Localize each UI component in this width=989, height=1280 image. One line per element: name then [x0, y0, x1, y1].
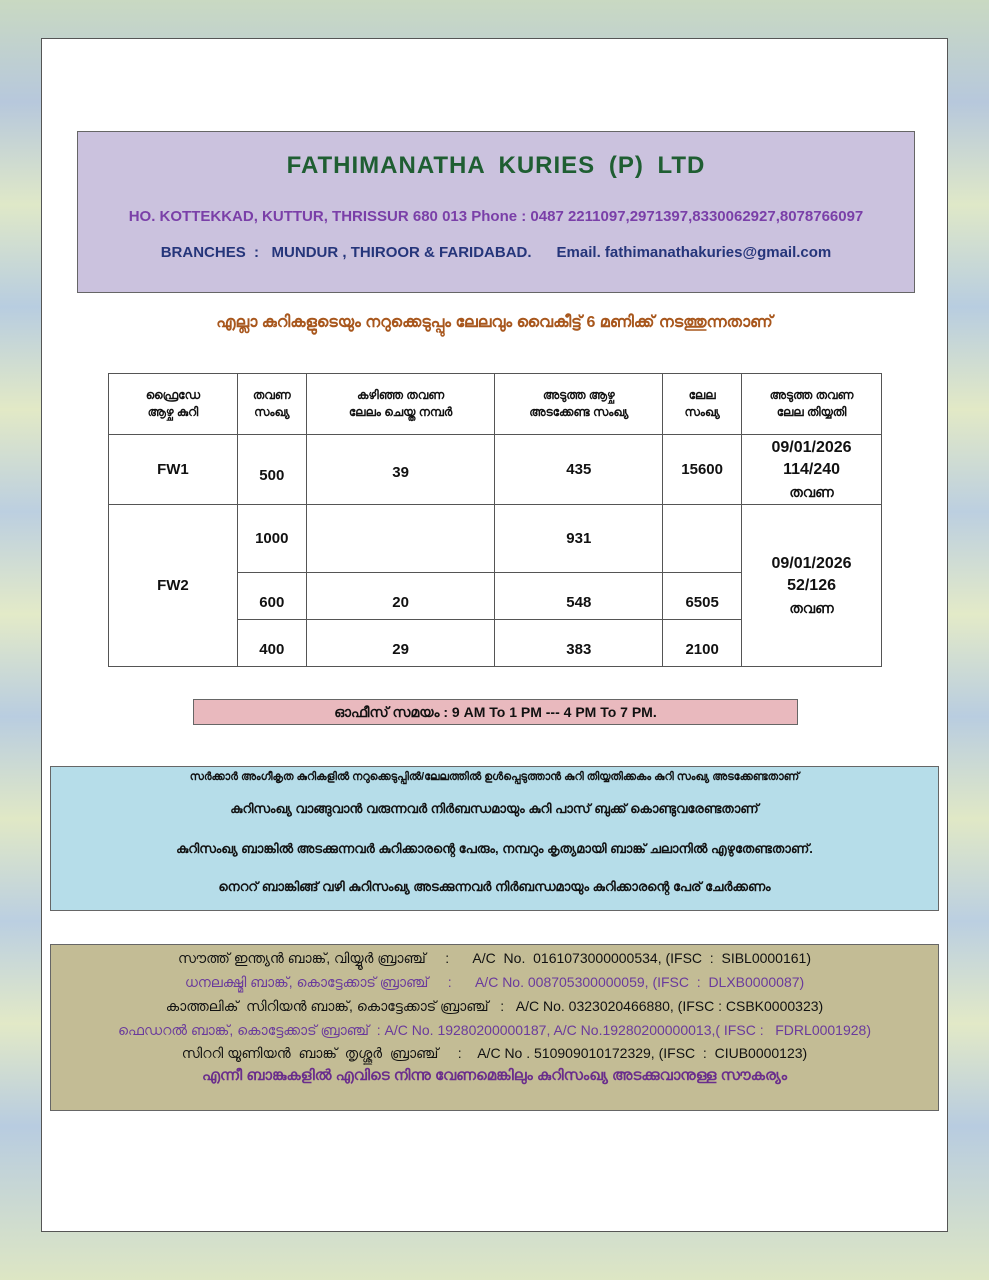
bid-amount — [663, 505, 742, 573]
last-bid — [306, 505, 495, 573]
col-header-next-pay: അടുത്ത ആഴ്ച അടക്കേണ്ട സംഖ്യ — [495, 374, 663, 435]
next-date: 09/01/2026 114/240 തവണ — [742, 435, 882, 505]
company-address: HO. KOTTEKKAD, KUTTUR, THRISSUR 680 013 Phone : 0487 2211097,2971397,8330062927,8078766097 — [128, 208, 864, 225]
amount: 500 — [237, 435, 306, 505]
bank-line: ഫെഡറൽ ബാങ്ക്, കൊട്ടേക്കാട് ബ്രാഞ്ച് : A/C No. 19280200000187, A/C No.19280200000013,( IFSC : FDRL0001928) — [118, 1022, 871, 1038]
last-bid: 29 — [306, 620, 495, 667]
col-header-bid: ലേല സംഖ്യ — [663, 374, 742, 435]
rule-line: കുറിസംഖ്യ ബാങ്കിൽ അടക്കുന്നവർ കുറിക്കാരന്റെ പേരും, നമ്പറും കൃത്യമായി ബാങ്ക് ചലാനിൽ എഴുതേണ്ടതാണ്. — [176, 841, 813, 856]
amount: 1000 — [237, 505, 306, 573]
col-header-amount: തവണ സംഖ്യ — [237, 374, 306, 435]
col-header-last-bid: കഴിഞ്ഞ തവണ ലേലം ചെയ്ത നമ്പർ — [306, 374, 495, 435]
rule-line: നെററ് ബാങ്കിങ്ങ് വഴി കുറിസംഖ്യ അടക്കുന്നവർ നിർബന്ധമായും കുറിക്കാരന്റെ പേര് ചേർക്കണം — [218, 879, 771, 894]
col-header-date: അടുത്ത തവണ ലേല തിയ്യതി — [742, 374, 882, 435]
bid-amount: 6505 — [663, 573, 742, 620]
company-header — [77, 131, 915, 293]
amount: 600 — [237, 573, 306, 620]
rules-box — [50, 766, 939, 911]
rule-line: കുറിസംഖ്യ വാങ്ങുവാൻ വരുന്നവർ നിർബന്ധമായും കുറി പാസ് ബുക്ക് കൊണ്ടുവരേണ്ടതാണ് — [230, 801, 759, 816]
next-date: 09/01/2026 52/126 തവണ — [742, 505, 882, 667]
bank-line: കാത്തലിക് സിറിയൻ ബാങ്ക്, കൊട്ടേക്കാട് ബ്രാഞ്ച് : A/C No. 0323020466880, (IFSC : CSBK0000323) — [165, 998, 824, 1014]
bid-amount: 15600 — [663, 435, 742, 505]
table-row — [109, 435, 882, 505]
amount: 400 — [237, 620, 306, 667]
kuri-name: FW1 — [109, 435, 238, 505]
next-pay: 383 — [495, 620, 663, 667]
rule-line: സർക്കാർ അംഗീകൃത കുറികളിൽ നറുക്കെടുപ്പിൽ/ലേലത്തിൽ ഉൾപ്പെടുത്താൻ കുറി തിയ്യതിക്കകം കുറി സംഖ്യ അടക്കേണ്ടതാണ് — [189, 771, 800, 783]
bank-line: ധനലക്ഷ്മി ബാങ്ക്, കൊട്ടേക്കാട് ബ്രാഞ്ച് : A/C No. 008705300000059, (IFSC : DLXB0000087) — [184, 974, 805, 990]
bid-amount: 2100 — [663, 620, 742, 667]
branches-email: BRANCHES : MUNDUR , THIROOR & FARIDABAD. Email. fathimanathakuries@gmail.com — [160, 244, 832, 261]
next-pay: 931 — [495, 505, 663, 573]
next-pay: 548 — [495, 573, 663, 620]
bank-line: സിററി യൂണിയൻ ബാങ്ക് തൃശ്ശൂർ ബ്രാഞ്ച് : A/C No . 510909010172329, (IFSC : CIUB0000123) — [181, 1045, 808, 1061]
office-hours: ഓഫീസ് സമയം : 9 AM To 1 PM --- 4 PM To 7 PM. — [193, 699, 798, 725]
table-header-row — [109, 374, 882, 435]
last-bid: 39 — [306, 435, 495, 505]
bank-line: സൗത്ത് ഇന്ത്യൻ ബാങ്ക്, വിയ്യൂർ ബ്രാഞ്ച് : A/C No. 0161073000000534, (IFSC : SIBL0000161) — [178, 950, 811, 966]
kuri-name: FW2 — [109, 505, 238, 667]
last-bid: 20 — [306, 573, 495, 620]
company-name: FATHIMANATHA KURIES (P) LTD — [286, 152, 706, 179]
draw-time-notice: എല്ലാ കുറികളുടെയും നറുക്കെടുപ്പും ലേലവും വൈകീട്ട് 6 മണിക്ക് നടത്തുന്നതാണ് — [216, 314, 773, 331]
bank-accounts-box — [50, 944, 939, 1111]
next-pay: 435 — [495, 435, 663, 505]
notice-page — [41, 38, 948, 1232]
banks-footer: എന്നീ ബാങ്കുകളിൽ എവിടെ നിന്നു വേണമെങ്കിലും കുറിസംഖ്യ അടക്കുവാനുള്ള സൗകര്യം — [201, 1067, 788, 1084]
col-header-kuri: ഫ്രൈഡേ ആഴ്ച കുറി — [109, 374, 238, 435]
kuri-table — [108, 373, 882, 667]
table-row — [109, 505, 882, 573]
